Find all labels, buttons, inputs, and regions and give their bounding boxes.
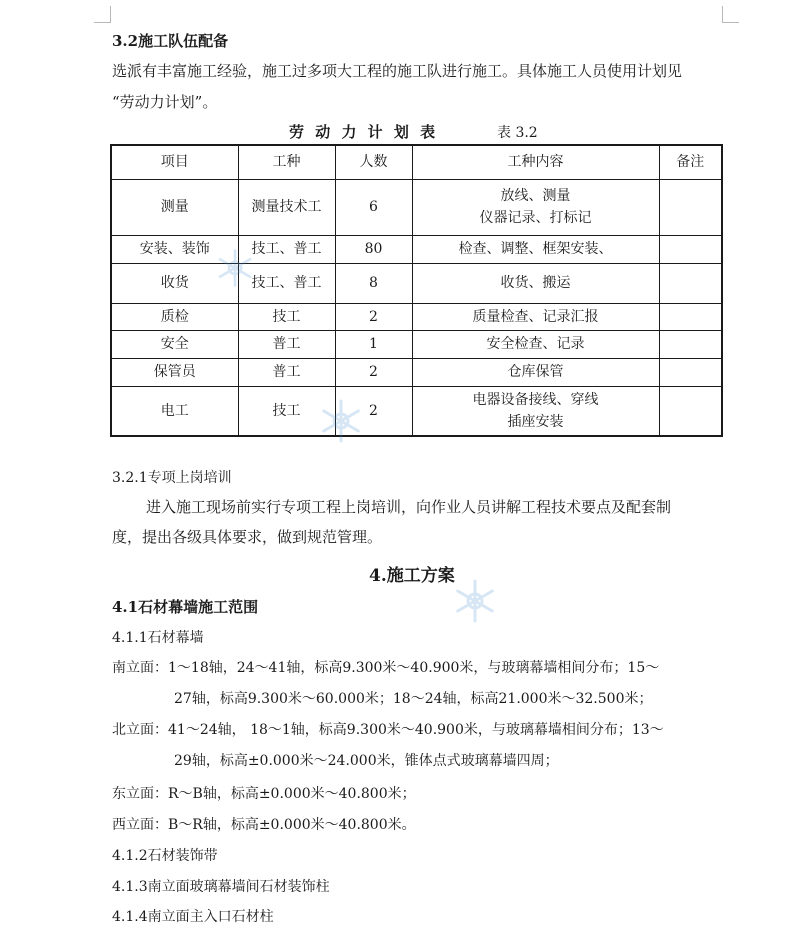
cell-note — [659, 330, 722, 358]
cell-trade: 技工 — [238, 303, 335, 330]
cell-trade: 普工 — [238, 358, 335, 386]
column-header: 工种 — [238, 145, 335, 179]
elevation-line: 27轴，标高9.300米～60.000米；18～24轴，标高21.000米～32.500米； — [174, 691, 653, 707]
column-header: 工种内容 — [412, 145, 659, 179]
elevation-line: 东立面：R～B轴，标高±0.000米～40.800米； — [112, 786, 416, 802]
cell-content: 安全检查、记录 — [412, 330, 659, 358]
crop-mark-top-right — [722, 6, 739, 23]
cell-note — [659, 386, 722, 436]
cell-count: 2 — [335, 303, 412, 330]
table-row — [111, 263, 722, 303]
cell-count: 1 — [335, 330, 412, 358]
cell-content: 检查、调整、框架安装、 — [412, 235, 659, 263]
subsection-heading: 4.1.2石材装饰带 — [112, 848, 218, 864]
cell-trade: 普工 — [238, 330, 335, 358]
chapter-title: 4.施工方案 — [369, 566, 455, 586]
cell-content — [412, 386, 659, 436]
paragraph-line: 选派有丰富施工经验，施工过多项大工程的施工队进行施工。具体施工人员使用计划见 — [112, 62, 683, 80]
section-heading-3-2-1: 3.2.1专项上岗培训 — [112, 470, 232, 486]
table-header-row — [111, 145, 722, 179]
cell-item: 安全 — [111, 330, 238, 358]
cell-trade: 技工、普工 — [238, 263, 335, 303]
cell-item: 质检 — [111, 303, 238, 330]
cell-trade: 技工、普工 — [238, 235, 335, 263]
snowflake-watermark-icon — [215, 248, 255, 288]
cell-content: 质量检查、记录汇报 — [412, 303, 659, 330]
table-title: 劳 动 力 计 划 表 — [289, 123, 439, 141]
table-row — [111, 358, 722, 386]
column-header: 项目 — [111, 145, 238, 179]
subsection-heading: 4.1.1石材幕墙 — [112, 630, 204, 646]
cell-item: 电工 — [111, 386, 238, 436]
table-row — [111, 235, 722, 263]
table-row — [111, 330, 722, 358]
elevation-line: 西立面：B～R轴，标高±0.000米～40.800米。 — [112, 817, 416, 833]
cell-note — [659, 179, 722, 235]
snowflake-watermark-icon — [452, 578, 498, 624]
cell-count: 2 — [335, 386, 412, 436]
section-heading-3-2: 3.2施工队伍配备 — [112, 32, 229, 50]
cell-trade: 测量技术工 — [238, 179, 335, 235]
section-heading-4-1: 4.1石材幕墙施工范围 — [112, 598, 259, 616]
cell-note — [659, 358, 722, 386]
paragraph-line: 度，提出各级具体要求，做到规范管理。 — [112, 528, 383, 546]
content-line: 放线、测量 — [500, 188, 571, 204]
cell-note — [659, 235, 722, 263]
cell-count: 6 — [335, 179, 412, 235]
snowflake-watermark-icon — [318, 398, 364, 444]
subsection-heading: 4.1.4南立面主入口石材柱 — [112, 909, 274, 925]
table-row — [111, 179, 722, 235]
cell-item: 保管员 — [111, 358, 238, 386]
content-line: 电器设备接线、穿线 — [472, 391, 599, 408]
content-line: 插座安装 — [507, 413, 564, 430]
cell-count: 2 — [335, 358, 412, 386]
cell-content: 收货、搬运 — [412, 263, 659, 303]
cell-note — [659, 263, 722, 303]
cell-trade: 技工 — [238, 386, 335, 436]
content-line: 仪器记录、打标记 — [479, 210, 592, 226]
cell-item: 测量 — [111, 179, 238, 235]
cell-count: 8 — [335, 263, 412, 303]
column-header: 备注 — [659, 145, 722, 179]
cell-item: 收货 — [111, 263, 238, 303]
crop-mark-top-left — [94, 6, 111, 23]
paragraph-line: 进入施工现场前实行专项工程上岗培训，向作业人员讲解工程技术要点及配套制 — [146, 498, 672, 516]
elevation-line: 北立面：41～24轴， 18～1轴，标高9.300米～40.900米，与玻璃幕墙相间分布；13～ — [112, 722, 664, 738]
cell-count: 80 — [335, 235, 412, 263]
cell-content — [412, 179, 659, 235]
table-row — [111, 386, 722, 436]
column-header: 人数 — [335, 145, 412, 179]
elevation-line: 29轴，标高±0.000米～24.000米，锥体点式玻璃幕墙四周； — [174, 753, 559, 769]
table-row — [111, 303, 722, 330]
subsection-heading: 4.1.3南立面玻璃幕墙间石材装饰柱 — [112, 879, 330, 895]
labor-plan-table — [110, 144, 723, 437]
cell-item: 安装、装饰 — [111, 235, 238, 263]
table-number: 表 3.2 — [497, 125, 538, 141]
cell-note — [659, 303, 722, 330]
paragraph-line: “劳动力计划”。 — [112, 93, 218, 111]
elevation-line: 南立面：1～18轴，24～41轴，标高9.300米～40.900米，与玻璃幕墙相间分布；15～ — [112, 660, 660, 676]
cell-content: 仓库保管 — [412, 358, 659, 386]
